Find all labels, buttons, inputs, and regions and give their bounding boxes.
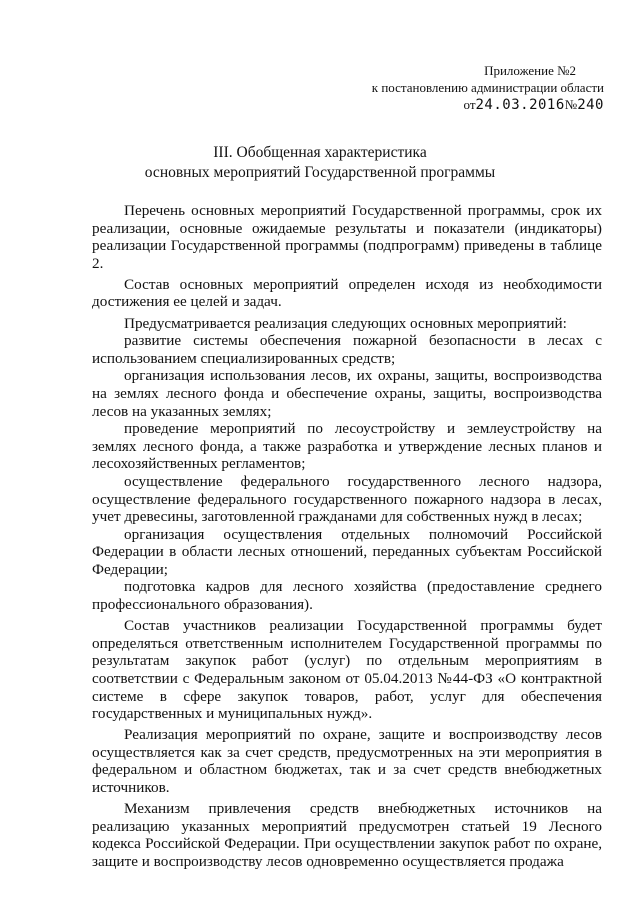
section-title-line1: III. Обобщенная характеристика [213, 144, 427, 161]
section-heading [0, 143, 640, 183]
body-text [92, 202, 602, 870]
appendix-reference: к постановлению администрации области [371, 80, 604, 95]
list-item: проведение мероприятий по лесоустройству и землеустройству на землях лесного фонда, а также разработка и утверждение лесных планов и лесохозяйственных регламентов; [92, 420, 602, 473]
list-item: организация осуществления отдельных полномочий Российской Федерации в области лесных отношений, переданных субъектам Российской Федерации; [92, 525, 602, 578]
list-item: развитие системы обеспечения пожарной безопасности в лесах с использованием специализированных средств; [92, 332, 602, 367]
number-prefix: № [564, 97, 578, 112]
decree-date: 24.03.2016 [475, 97, 565, 113]
paragraph-planned: Предусматривается реализация следующих основных мероприятий: [124, 314, 567, 332]
paragraph-composition: Состав основных мероприятий определен исходя из необходимости достижения ее целей и задач. [92, 275, 602, 311]
list-item: организация использования лесов, их охраны, защиты, воспроизводства на землях лесного фонда и обеспечение охраны, защиты, воспроизводства лесов на указанных землях; [92, 367, 602, 420]
paragraph-funding: Реализация мероприятий по охране, защите и воспроизводству лесов осуществляется как за счет средств, предусмотренных на эти мероприятия в федеральном и областном бюджетах, так и за счет средств внебюджетных источников. [92, 726, 602, 796]
decree-number: 240 [577, 97, 604, 113]
appendix-date-line [372, 96, 604, 114]
paragraph-measures-list: Перечень основных мероприятий Государственной программы, срок их реализации, основные ожидаемые результаты и показатели (индикаторы) реализации Государственной программы (подпрограмм) приведены в таблице 2. [92, 202, 602, 272]
date-prefix: от [463, 97, 476, 112]
list-item: осуществление федерального государственного лесного надзора, осуществление федерального государственного пожарного надзора в лесах, учет древесины, заготовленной гражданами для собственных нужд в лесах; [92, 472, 602, 526]
section-title-line2: основных мероприятий Государственной программы [144, 164, 496, 181]
appendix-title: Приложение №2 [484, 63, 576, 78]
appendix-header [372, 62, 604, 114]
paragraph-participants: Состав участников реализации Государственной программы будет определяться ответственным исполнителем Государственной программы по результатам закупок работ (услуг) по отдельным мероприятиям в соответствии с Федеральным законом от 05.04.2013 №44-ФЗ «О контрактной системе в сфере закупок товаров, работ, услуг для обеспечения государственных и муниципальных нужд». [92, 617, 602, 723]
list-item: подготовка кадров для лесного хозяйства (предоставление среднего профессионального образования). [92, 578, 602, 614]
paragraph-mechanism: Механизм привлечения средств внебюджетных источников на реализацию указанных мероприятий предусмотрен статьей 19 Лесного кодекса Российской Федерации. При осуществлении закупок работ по охране, защите и воспроизводству лесов одновременно осуществляется продажа [92, 800, 602, 870]
